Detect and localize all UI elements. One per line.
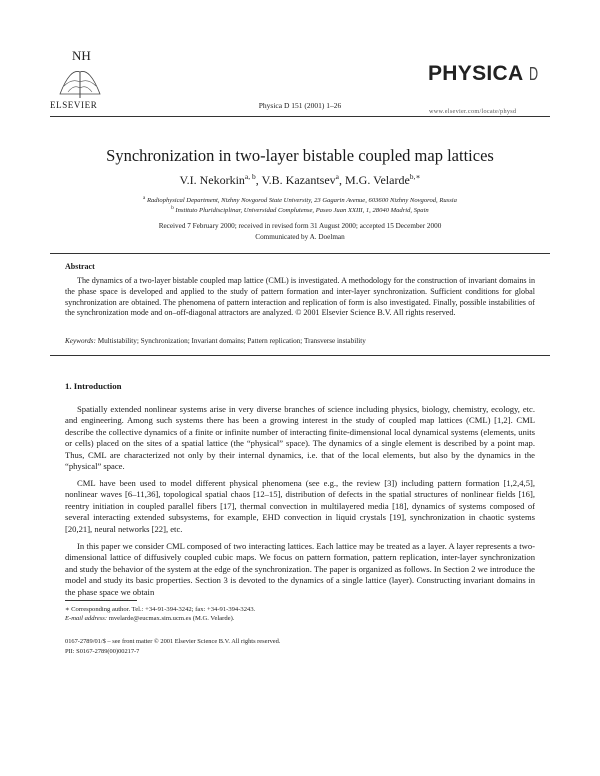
journal-logo-letter: D: [529, 64, 539, 84]
journal-reference: Physica D 151 (2001) 1–26: [258, 101, 342, 110]
article-title: Synchronization in two-layer bistable coupled map lattices: [106, 146, 494, 165]
affiliation-marker: a: [143, 196, 146, 201]
journal-logo: [428, 62, 541, 86]
abstract-heading: Abstract: [65, 262, 95, 271]
publisher-logo-text: NH: [72, 48, 91, 63]
received-dates: Received 7 February 2000; received in revised form 31 August 2000; accepted 15 December 2000: [158, 222, 442, 230]
author-affiliation-marker: a: [335, 172, 340, 181]
section-heading: 1. Introduction: [65, 381, 122, 391]
abstract-bottom-divider: [50, 355, 550, 356]
body-paragraph: Spatially extended nonlinear systems arise in very diverse branches of science including physics, biology, chemistry, ecology, etc. and engineering. Among such systems there has been a growing interest in the study of coupled map lattices (CML) [1,2]. CML describe the collective dynamics of a finite or infinite number of interacting finite-dimensional local dynamical systems (elements, units or cells) placed on the sites of a spatial lattice (the “physical” space). The dynamics of a single element is described by a point map. Thus, CML are characterized not only by their internal dynamics, i.e. that of the local elements, but also by the dynamics in the “physical” space.: [65, 404, 535, 472]
corresponding-author-footnote: [65, 605, 255, 613]
body-paragraph: In this paper we consider CML composed of two interacting lattices. Each lattice may be treated as a layer. A layer represents a two-dimensional lattice of diffusively coupled cubic maps. We focus on pattern formation, pattern replication, inter-layer synchronization and study the behavior of the system at the edge of the synchronization. The paper is organized as follows. In Section 2 we introduce the model and study its basic properties. Section 3 is devoted to the dynamics of a single lattice (layer). Constructing invariant domains in the phase space we obtain: [65, 541, 535, 597]
email-footnote: [65, 615, 234, 622]
affiliation-text: Radiophysical Department, Nizhny Novgorod State University, 23 Gagarin Avenue, 603600 Nizhny Novgorod, Russia: [146, 197, 457, 205]
author-name: V.B. Kazantsev: [261, 173, 336, 187]
email-label: E-mail address:: [65, 615, 108, 622]
affiliation-text: Instituto Pluridisciplinar, Universidad Complutense, Paseo Juan XXIII, 1, 28040 Madrid, Spain: [175, 207, 429, 215]
publisher-logo: [50, 42, 110, 104]
affiliation: [0, 206, 600, 214]
footnote-text: Corresponding author. Tel.: +34-91-394-3242; fax: +34-91-394-3243.: [71, 606, 256, 613]
body-paragraph: CML have been used to model different physical phenomena (see e.g., the review [3]) including pattern formation [1,2,4,5], nonlinear waves [6–11,36], topological spatial chaos [12–15], distribution of defects in the spatial structures of nonlinear fields [16], reentry initiation in coupled parallel fibers [17], thermal convection in multilayered media [18], dynamics of systems composed of several interacting extended subsystems, for example, EHD convection in liquid crystals [19], synchronization in chaotic systems [20,21], neural networks [22], etc.: [65, 478, 535, 534]
pii-line: PII: S0167-2789(00)00217-7: [65, 648, 140, 655]
author-name: M.G. Velarde: [345, 173, 410, 187]
keywords-list: Multistability; Synchronization; Invariant domains; Pattern replication; Transverse instability: [97, 337, 366, 345]
publisher-tree-icon: [50, 42, 110, 100]
affiliation: [0, 196, 600, 204]
abstract-text: The dynamics of a two-layer bistable coupled map lattice (CML) is investigated. A methodology for the construction of invariant domains in the phase space is developed and applied to the study of pattern formation and inter-layer synchronization. Sufficient conditions for global synchronization are obtained. The phenomena of pattern interaction and replication of form is also investigated. Finally, possible instabilities of the synchronization mode and on–off-diagonal attractors are analyzed. © 2001 Elsevier Science B.V. All rights reserved.: [65, 276, 535, 318]
keywords: [65, 337, 535, 345]
publisher-name: ELSEVIER: [50, 100, 98, 110]
footnote-marker: ∗: [65, 606, 70, 613]
keywords-label: Keywords:: [65, 337, 96, 345]
author-affiliation-marker: a, b: [244, 172, 256, 181]
author-name: V.I. Nekorkin: [179, 173, 245, 187]
journal-logo-text: PHYSICA: [428, 62, 524, 85]
issn-line: 0167-2789/01/$ – see front matter © 2001 Elsevier Science B.V. All rights reserved.: [65, 638, 281, 645]
communicated-by: Communicated by A. Doelman: [255, 233, 345, 241]
email-address[interactable]: mvelarde@eucmax.sim.ucm.es (M.G. Velarde).: [108, 615, 235, 622]
journal-url[interactable]: www.elsevier.com/locate/physd: [429, 108, 517, 115]
abstract-top-divider: [50, 253, 550, 254]
header-divider: [50, 116, 550, 117]
footnote-divider: [65, 600, 137, 601]
affiliation-marker: b: [171, 206, 174, 211]
author-list: V.I. Nekorkin$^{a, b}$, V.B. Kazantsev$^a$, M.G. Velarde$^{b,∗}$: [179, 172, 421, 187]
author-affiliation-marker: b,∗: [409, 172, 421, 181]
